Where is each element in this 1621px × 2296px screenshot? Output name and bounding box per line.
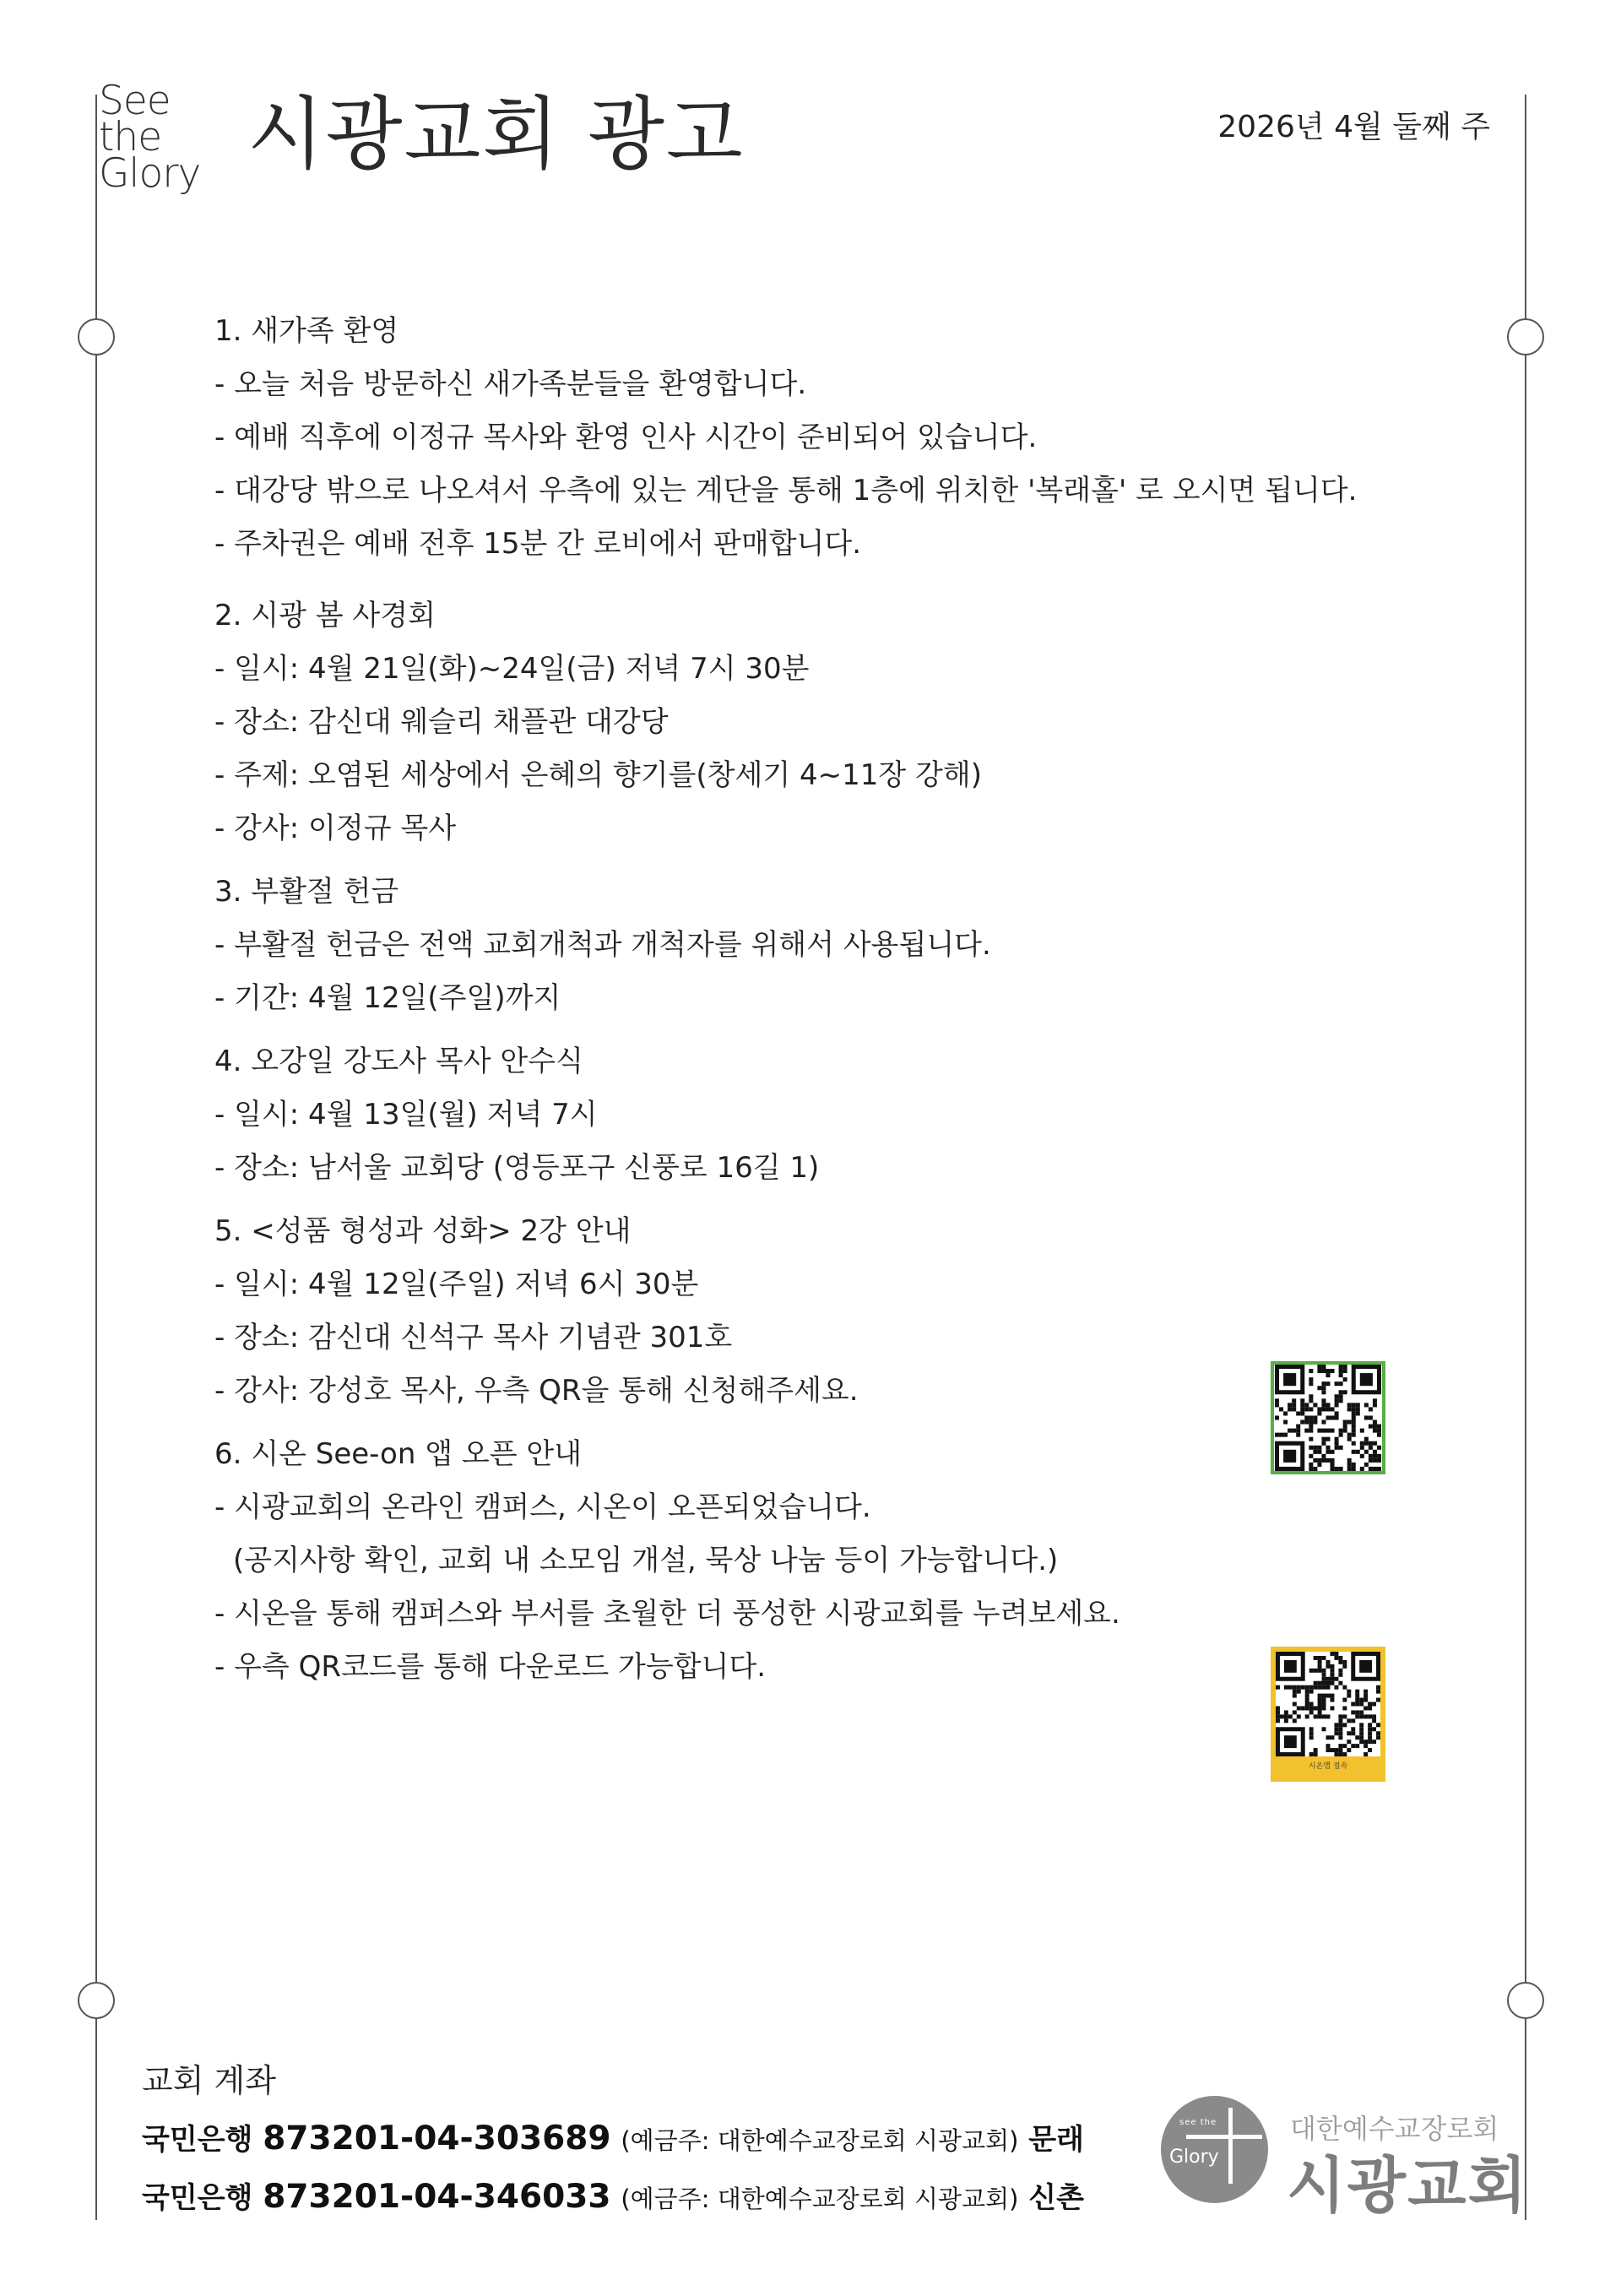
section-title: 6. 시온 See-on 앱 오픈 안내: [214, 1437, 583, 1471]
cross-icon: [1228, 2108, 1233, 2184]
bank-account-line: [142, 2174, 1084, 2216]
qr-caption: 시온앱 접속: [1308, 1762, 1348, 1771]
account-number: 873201-04-303689: [263, 2120, 611, 2158]
left-frame-line: [95, 95, 97, 2220]
denomination-label: 대한예수교장로회: [1290, 2113, 1499, 2145]
announcement-item: - 대강당 밖으로 나오셔서 우측에 있는 계단을 통해 1층에 위치한 '복래홀' 로 오시면 됩니다.: [214, 474, 1358, 508]
account-holder: (예금주: 대한예수교장로회 시광교회): [621, 2185, 1019, 2213]
page-title: 시광교회 광고: [247, 89, 745, 181]
announcement-section: [214, 1437, 1396, 1684]
campus-name: 신촌: [1028, 2181, 1084, 2215]
qr-code-icon: [1276, 1652, 1380, 1756]
frame-ring-bottom-left: [78, 1982, 115, 2019]
announcement-section: [214, 599, 1396, 845]
announcement-item: - 오늘 처음 방문하신 새가족분들을 환영합니다.: [214, 367, 807, 401]
wordmark-line: Glory: [99, 150, 201, 197]
church-logo: [1161, 2096, 1268, 2203]
announcement-item: - 기간: 4월 12일(주일)까지: [214, 981, 561, 1015]
announcement-section: [214, 875, 1396, 1015]
frame-ring-bottom-right: [1507, 1982, 1544, 2019]
announcement-section: [214, 1214, 1396, 1408]
announcement-item: - 장소: 남서울 교회당 (영등포구 신풍로 16길 1): [214, 1151, 820, 1185]
section-title: 1. 새가족 환영: [214, 314, 399, 348]
announcement-item: - 장소: 감신대 신석구 목사 기념관 301호: [214, 1321, 733, 1354]
section-title: 2. 시광 봄 사경회: [214, 599, 436, 632]
announcement-item: - 주차권은 예배 전후 15분 간 로비에서 판매합니다.: [214, 527, 862, 561]
bank-name: 국민은행: [142, 2181, 253, 2215]
announcement-item: - 일시: 4월 13일(월) 저녁 7시: [214, 1098, 598, 1132]
announcement-item: - 장소: 감신대 웨슬리 채플관 대강당: [214, 705, 669, 739]
announcement-item: - 강사: 강성호 목사, 우측 QR을 통해 신청해주세요.: [214, 1374, 859, 1408]
account-holder: (예금주: 대한예수교장로회 시광교회): [621, 2126, 1019, 2155]
issue-date: 2026년 4월 둘째 주: [1217, 110, 1490, 144]
announcement-item: - 시광교회의 온라인 캠퍼스, 시온이 오픈되었습니다.: [214, 1490, 871, 1524]
section-title: 3. 부활절 헌금: [214, 875, 399, 909]
accounts-title: 교회 계좌: [142, 2062, 276, 2099]
announcement-section: [214, 1045, 1396, 1185]
announcement-item: - 부활절 헌금은 전액 교회개척과 개척자를 위해서 사용됩니다.: [214, 928, 991, 962]
right-frame-line: [1525, 95, 1526, 2220]
campus-name: 문래: [1028, 2123, 1084, 2157]
wordmark-line: See: [99, 78, 171, 124]
announcement-section: [214, 314, 1396, 561]
announcement-item: - 일시: 4월 12일(주일) 저녁 6시 30분: [214, 1267, 699, 1301]
logo-glory-text: Glory: [1169, 2147, 1219, 2168]
bank-account-line: [142, 2116, 1084, 2158]
see-the-glory-wordmark: [99, 78, 201, 197]
announcement-note: (공지사항 확인, 교회 내 소모임 개설, 묵상 나눔 등이 가능합니다.): [233, 1544, 1059, 1577]
announcement-item: - 강사: 이정규 목사: [214, 811, 457, 845]
announcement-item: - 시온을 통해 캠퍼스와 부서를 초월한 더 풍성한 시광교회를 누려보세요.: [214, 1597, 1120, 1631]
announcement-item: - 일시: 4월 21일(화)~24일(금) 저녁 7시 30분: [214, 652, 810, 686]
app-qr-code[interactable]: [1271, 1647, 1385, 1782]
section-title: 4. 오강일 강도사 목사 안수식: [214, 1045, 583, 1078]
announcement-item: - 주제: 오염된 세상에서 은혜의 향기를(창세기 4~11장 강해): [214, 758, 983, 792]
signup-qr-code[interactable]: [1271, 1361, 1385, 1474]
bank-name: 국민은행: [142, 2123, 253, 2157]
announcement-item: - 우측 QR코드를 통해 다운로드 가능합니다.: [214, 1650, 767, 1684]
logo-small-text: see the: [1179, 2118, 1217, 2127]
account-number: 873201-04-346033: [263, 2178, 611, 2216]
announcement-list: [214, 314, 1396, 1703]
wordmark-line: the: [99, 114, 162, 160]
cross-bar: [1186, 2135, 1262, 2139]
frame-ring-top-left: [78, 318, 115, 356]
announcement-item: - 예배 직후에 이정규 목사와 환영 인사 시간이 준비되어 있습니다.: [214, 421, 1038, 454]
frame-ring-top-right: [1507, 318, 1544, 356]
church-name: 시광교회: [1287, 2150, 1529, 2221]
qr-code-icon: [1274, 1365, 1382, 1471]
section-title: 5. <성품 형성과 성화> 2강 안내: [214, 1214, 632, 1248]
